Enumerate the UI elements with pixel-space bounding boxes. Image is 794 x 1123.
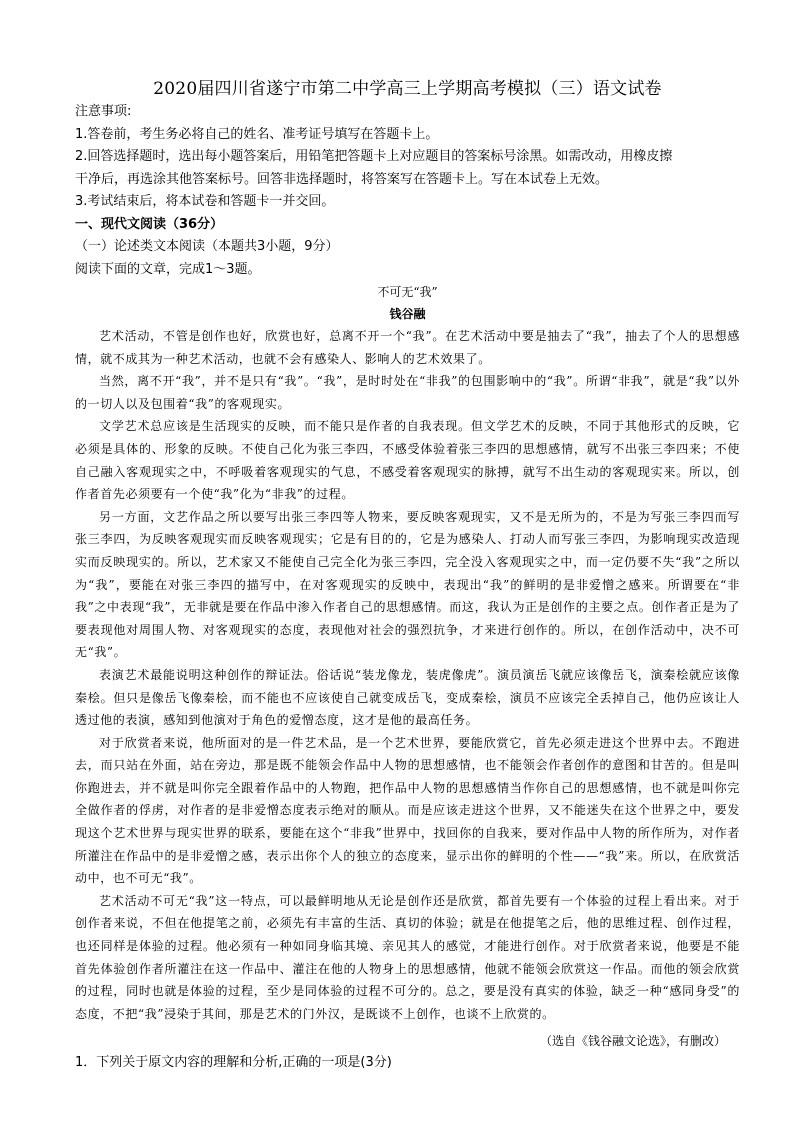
notice-heading: 注意事项: <box>75 104 132 119</box>
article-paragraph-3: 文学艺术总应该是生活现实的反映，而不能只是作者的自我表现。但文学艺术的反映，不同于其他形式的反映，它必须是具体的、形象的反映。不使自己化为张三李四，不感受体验着张三李四的思想感情，就写不出张三李四来；不使自己融入客观现实之中，不呼吸着客观现实的气息，不感受着客观现实的脉搏，就写不出生动的客观现实来。所以，创作者首先必须要有一个使“我”化为“非我”的过程。 <box>75 419 740 502</box>
exam-title: 2020届四川省遂宁市第二中学高三上学期高考模拟（三）语文试卷 <box>153 79 662 99</box>
article-paragraph-1: 艺术活动，不管是创作也好，欣赏也好，总离不开一个“我”。在艺术活动中要是抽去了“我”，抽去了个人的思想感情，就不成其为一种艺术活动，也就不会有感染人、影响人的艺术效果了。 <box>75 329 740 366</box>
article-author: 钱谷融 <box>389 307 426 321</box>
article-paragraph-5: 表演艺术最能说明这种创作的辩证法。俗话说“装龙像龙，装虎像虎”。演员演岳飞就应该像岳飞，演秦桧就应该像秦桧。但只是像岳飞像秦桧，而不能也不应该使自己就变成岳飞，变成秦桧，演员不应该完全丢掉自己，他仍应该让人透过他的表演，感知到他演对于角色的爱憎态度，这才是他的最高任务。 <box>75 667 740 728</box>
article-paragraph-4: 另一方面，文艺作品之所以要写出张三李四等人物来，要反映客观现实，又不是无所为的，不是为写张三李四而写张三李四，为反映客观现实而反映客观现实；它是有目的的，它是为感染人、打动人而写张三李四，为影响现实改造现实而反映现实的。所以，艺术家又不能使自己完全化为张三李四，完全没入客观现实之中，而一定仍要不失“我”之所以为“我”，要能在对张三李四的描写中，在对客观现实的反映中，表现出“我”的鲜明的是非爱憎之感来。所谓要在“非我”之中表现“我”，无非就是要在作品中渗入作者自己的思想感情。而这，我认为正是创作的主要之点。创作者正是为了要表现他对周围人物、对客观现实的态度，表现他对社会的强烈抗争，才来进行创作的。所以，在创作活动中，决不可无“我”。 <box>75 509 740 660</box>
article-paragraph-7: 艺术活动不可无“我”这一特点，可以最鲜明地从无论是创作还是欣赏，都首先要有一个体验的过程上看出来。对于创作者来说，不但在他提笔之前，必须先有丰富的生活、真切的体验；就是在他提笔之后，他的思维过程、创作过程，也还同样是体验的过程。他必须有一种如同身临其境、亲见其人的感觉，才能进行创作。对于欣赏者来说，他要是不能首先体验创作者所灌注在这一作品中、灌注在他的人物身上的思想感情，他就不能领会欣赏这一作品。而他的领会欣赏的过程，同时也就是体验的过程，至少是同体验的过程不可分的。总之，要是没有真实的体验，缺乏一种“感同身受”的态度，不把“我”浸染于其间，那是艺术的门外汉，是既谈不上创作，也谈不上欣赏的。 <box>75 893 740 1021</box>
article-body <box>75 325 740 1025</box>
question-1: 1．下列关于原文内容的理解和分析,正确的一项是(3分) <box>75 1055 392 1071</box>
section-heading: 一、现代文阅读（36分） <box>75 216 224 232</box>
notice-section <box>75 101 740 214</box>
article <box>75 281 740 1053</box>
section-sub-heading: （一）论述类文本阅读（本题共3小题，9分） <box>75 239 339 254</box>
article-paragraph-2: 当然，离不开“我”，并不是只有“我”。“我”，是时时处在“非我”的包围影响中的“我”。所谓“非我”，就是“我”以外的一切人以及包围着“我”的客观现实。 <box>75 374 740 411</box>
article-source: （选自《钱谷融文论选》，有删改） <box>539 1034 726 1049</box>
notice-item-2: 2.回答选择题时，选出每小题答案后，用铅笔把答题卡上对应题目的答案标号涂黑。如需改动，用橡皮擦 <box>75 149 673 164</box>
article-title: 不可无“我” <box>377 285 438 299</box>
notice-item-2-continued: 干净后，再选涂其他答案标号。回答非选择题时，将答案写在答题卡上。写在本试卷上无效。 <box>75 171 609 187</box>
article-paragraph-6: 对于欣赏者来说，他所面对的是一件艺术品，是一个艺术世界，要能欣赏它，首先必须走进这个世界中去。不跑进去，而只站在外面，站在旁边，那是既不能领会作品中人物的思想感情，也不能领会作者创作的意图和甘苦的。但是叫你跑进去，并不就是叫你完全跟着作品中的人物跑，把作品中人物的思想感情当作你自己的思想感情，也不就是叫你完全做作者的俘虏，对作者的是非爱憎态度表示绝对的顺从。而是应该走进这个世界，又不能迷失在这个世界之中，要发现这个艺术世界与现实世界的联系，要能在这个“非我”世界中，找回你的自我来，要对作品中人物的所作所为，对作者所灌注在作品中的是非爱憎之感，表示出你个人的独立的态度来，显示出你的鲜明的个性——“我”来。所以，在欣赏活动中，也不可无“我”。 <box>75 735 740 886</box>
notice-item-3: 3.考试结束后，将本试卷和答题卡一并交回。 <box>75 194 335 209</box>
section-header <box>75 214 740 282</box>
section-instruction: 阅读下面的文章，完成1～3题。 <box>75 261 261 277</box>
notice-item-1: 1.答卷前，考生务必将自己的姓名、准考证号填写在答题卡上。 <box>75 126 439 142</box>
